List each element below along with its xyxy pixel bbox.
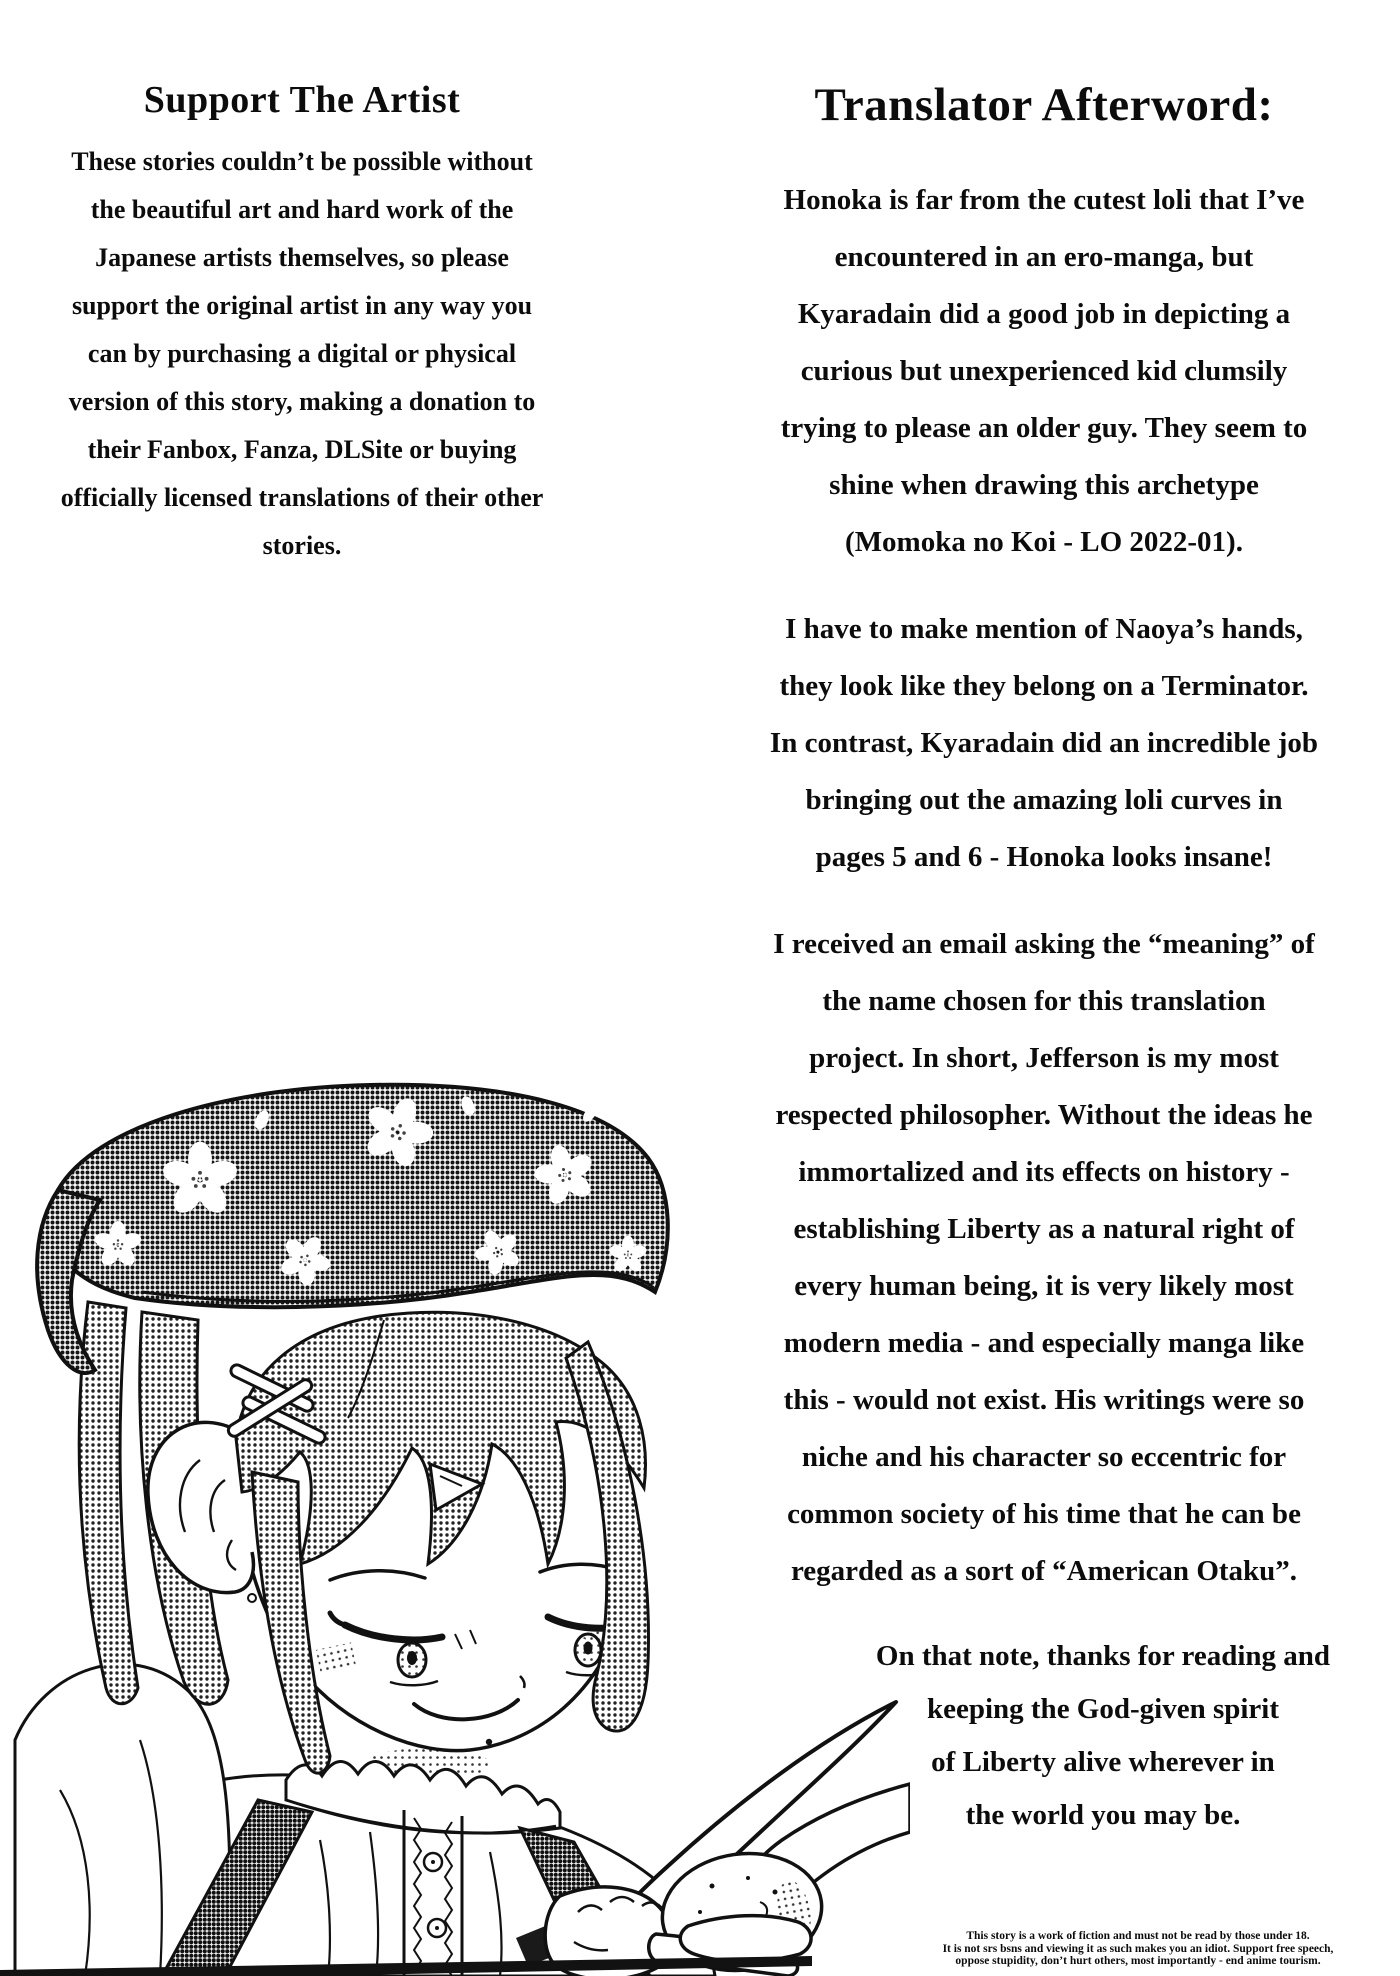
- afterword-paragraph-2: I have to make mention of Naoya’s hands, they look like they belong on a Terminator. In contrast, Kyaradain did an incredible job bringing out the amazing loli curves in pages 5 and 6 - Honoka looks insane!: [769, 613, 1319, 873]
- afterword-paragraph-4: On that note, thanks for reading and keeping the God-given spirit of Liberty alive wherever in the world you may be.: [875, 1640, 1331, 1831]
- manga-girl-peeling-illustration: [0, 1040, 910, 1976]
- afterword-paragraph-1: Honoka is far from the cutest loli that I’ve encountered in an ero-manga, but Kyaradain did a good job in depicting a curious but unexperienced kid clumsily trying to please an older guy. They seem to shine when drawing this archetype (Momoka no Koi - LO 2022-01).: [780, 184, 1308, 558]
- support-heading: Support The Artist: [143, 79, 461, 121]
- support-the-artist-section: [44, 78, 560, 570]
- support-paragraph: These stories couldn’t be possible without the beautiful art and hard work of the Japanese artists themselves, so please support the original artist in any way you can by purchasing a digital or physical version of this story, making a donation to their Fanbox, Fanza, DLSite or buying officially licensed translations of their other stories.: [60, 147, 544, 560]
- afterword-heading: Translator Afterword:: [814, 79, 1274, 131]
- afterword-paragraph-3: I received an email asking the “meaning” of the name chosen for this translation project. In short, Jefferson is my most respected philosopher. Without the ideas he immortalized and its effects on history - establishing Liberty as a natural right of every human being, it is very likely most modern media - and especially manga like this - would not exist. His writings were so niche and his character so eccentric for common society of his time that he can be regarded as a sort of “American Otaku”.: [773, 928, 1315, 1587]
- disclaimer-text: This story is a work of fiction and must not be read by those under 18. It is not srs bsns and viewing it as such makes you an idiot. Support free speech, oppose stupidity, don’t hurt others, most importantly - end anime tourism.: [942, 1930, 1334, 1967]
